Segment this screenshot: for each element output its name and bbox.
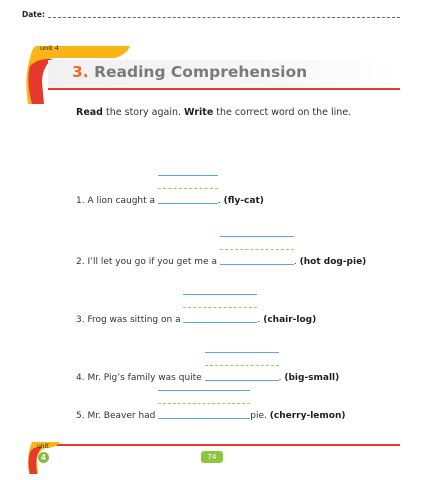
question-suffix: .: [257, 315, 261, 325]
instruction-write-rest: the correct word on the line.: [213, 107, 352, 118]
date-label: Date:: [22, 10, 45, 19]
footer-unit-number: 4: [38, 452, 49, 463]
answer-blank[interactable]: [183, 312, 257, 322]
question-text: 1. A lion caught a: [76, 196, 156, 206]
word-hint: (cherry-lemon): [269, 411, 346, 421]
instructions: [76, 107, 351, 118]
word-hint: (big-small): [284, 373, 340, 383]
instruction-read-rest: the story again.: [102, 107, 185, 118]
question-4: [76, 370, 339, 383]
question-3: [76, 312, 316, 325]
section-title: [72, 63, 307, 81]
word-hint: (fly-cat): [223, 196, 264, 206]
question-text: 4. Mr. Pig’s family was quite: [76, 373, 202, 383]
header-rule: [48, 88, 400, 90]
question-text: 5. Mr. Beaver had: [76, 411, 156, 421]
footer-unit-label: unit: [37, 443, 49, 450]
page-number: 74: [201, 451, 223, 463]
question-suffix: .: [278, 373, 282, 383]
word-hint: (hot dog-pie): [299, 257, 367, 267]
unit-tag: unit 4: [40, 44, 59, 52]
section-title-text: Reading Comprehension: [94, 63, 308, 81]
footer-rule: [48, 444, 400, 446]
question-suffix: .: [293, 257, 297, 267]
answer-blank[interactable]: [205, 370, 279, 380]
question-text: 3. Frog was sitting on a: [76, 315, 181, 325]
instruction-write-word: Write: [184, 107, 214, 118]
instruction-read-word: Read: [76, 107, 103, 118]
answer-blank[interactable]: [158, 193, 218, 203]
section-number: 3.: [72, 63, 89, 81]
question-2: [76, 254, 366, 267]
question-1: [76, 193, 264, 206]
question-suffix: pie.: [250, 411, 267, 421]
question-suffix: .: [217, 196, 221, 206]
date-line: [48, 17, 400, 18]
answer-blank[interactable]: [158, 408, 250, 418]
question-5: [76, 408, 346, 421]
answer-blank[interactable]: [220, 254, 294, 264]
question-text: 2. I’ll let you go if you get me a: [76, 257, 217, 267]
word-hint: (chair-log): [263, 315, 317, 325]
